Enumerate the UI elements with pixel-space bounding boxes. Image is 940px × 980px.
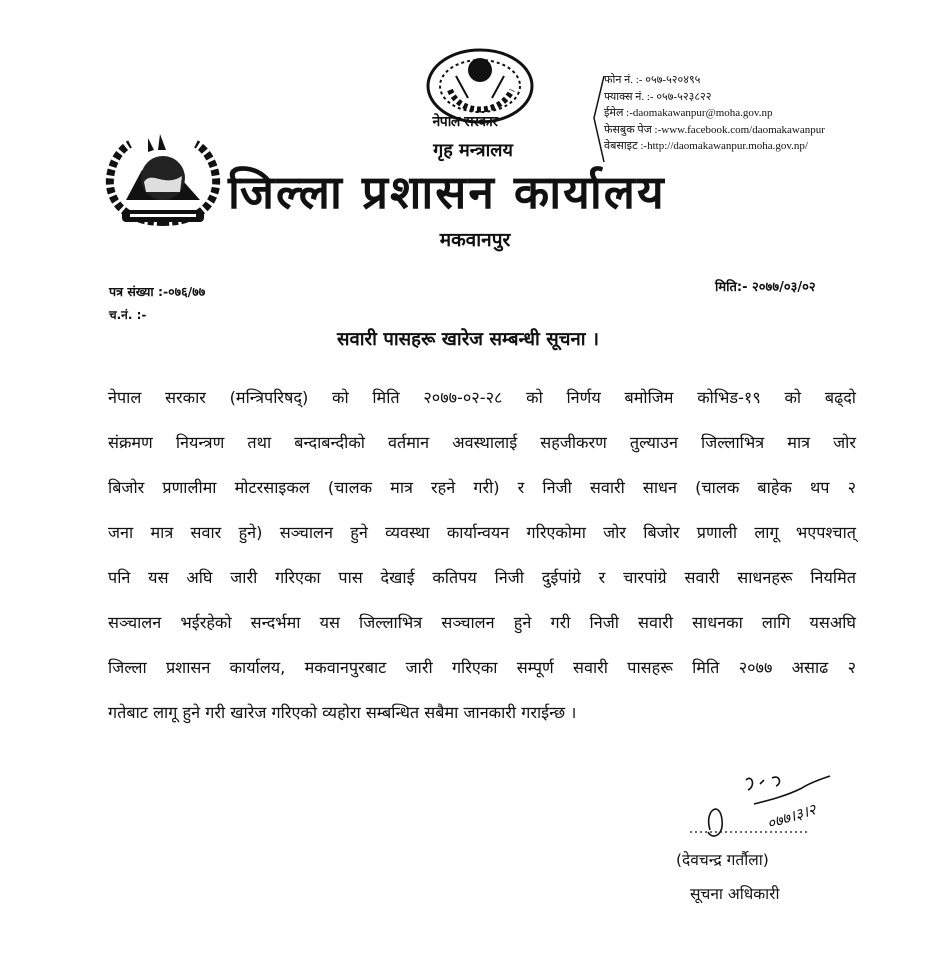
body-line: गतेबाट लागू हुने गरी खारेज गरिएको व्यहोरा सम्बन्धित सबैमा जानकारी गराईन्छ । [108,703,577,722]
contact-website: वेबसाइट :-http://daomakawanpur.moha.gov.np/ [604,140,808,152]
svg-text:०७७।३।२: ०७७।३।२ [764,800,819,833]
body-line: सञ्चालन भईरहेको सन्दर्भमा यस जिल्लाभित्र सञ्चालन हुने गरी निजी सवारी साधनका लागि यसअघि [108,613,856,632]
ministry-name: गृह मन्त्रालय [433,140,513,161]
dispatch-no: च.नं. :- [109,308,147,322]
office-title: जिल्ला प्रशासन कार्यालय [228,165,666,219]
body-line: बिजोर प्रणालीमा मोटरसाइकल (चालक मात्र रहने गरी) र निजी सवारी साधन (चालक बाहेक थप २ [108,478,856,497]
contact-block [604,72,934,155]
government-label: नेपाल सरकार [432,114,498,130]
letter-date: मिति:- २०७७/०३/०२ [715,280,816,295]
body-line: संक्रमण नियन्त्रण तथा बन्दाबन्दीको वर्तमान अवस्थालाई सहजीकरण तुल्याउन जिल्लाभित्र मात्र जोर [108,433,856,452]
district-name: मकवानपुर [439,229,511,251]
handwritten-signature [690,770,850,850]
letter-subject: सवारी पासहरू खारेज सम्बन्धी सूचना । [336,329,600,350]
body-line: जना मात्र सवार हुने) सञ्चालन हुने व्यवस्था कार्यान्वयन गरिएकोमा जोर बिजोर प्रणाली लागू भएपश्चात् [108,523,856,542]
body-line: नेपाल सरकार (मन्त्रिपरिषद्) को मिति २०७७-०२-२८ को निर्णय बमोजिम कोभिड-१९ को बढ्दो [108,388,856,407]
letter-ref-no: पत्र संख्या :-०७६/७७ [109,284,206,299]
body-line: पनि यस अघि जारी गरिएका पास देखाई कतिपय निजी दुईपांग्रे र चारपांग्रे सवारी साधनहरू नियमित [108,568,856,587]
nepal-emblem-icon [104,130,222,226]
signer-name: (देवचन्द्र गर्तौला) [676,851,769,869]
contact-phone: फोन नं. :- ०५७-५२०४९५ [604,74,701,86]
body-line: जिल्ला प्रशासन कार्यालय, मकवानपुरबाट जारी गरिएका सम्पूर्ण सवारी पासहरू मिति २०७७ असाढ २ [108,658,856,677]
contact-email: ईमेल :-daomakawanpur@moha.gov.np [604,107,773,119]
signer-title: सूचना अधिकारी [690,885,780,903]
contact-fax: फ्याक्स नं. :- ०५७-५२३८२२ [604,90,712,103]
contact-facebook: फेसबुक पेज :-www.facebook.com/daomakawanpur [604,123,825,136]
letter-body [108,383,856,743]
